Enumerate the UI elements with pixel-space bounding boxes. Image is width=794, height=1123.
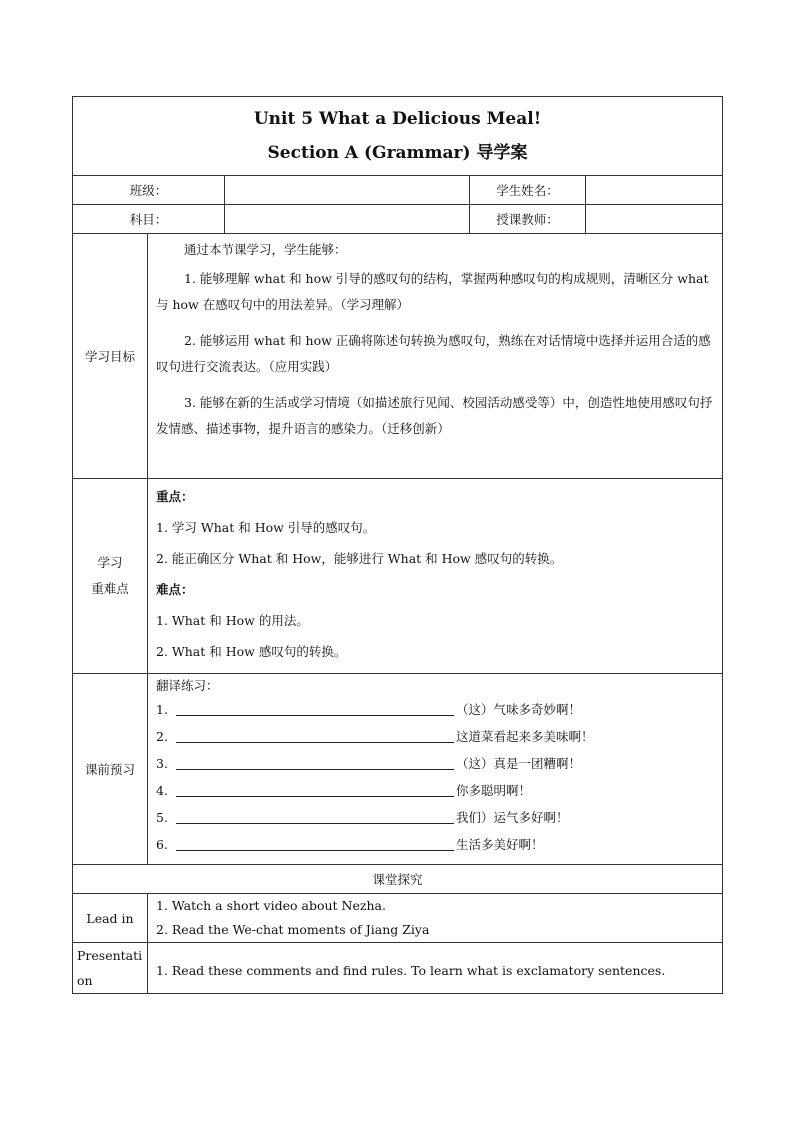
item-number: 5.	[156, 810, 168, 825]
objectives-label: 学习目标	[73, 234, 148, 479]
answer-blank[interactable]	[176, 755, 454, 770]
lesson-plan-table	[72, 96, 723, 994]
presentation-item: 1. Read these comments and find rules. To learn what is exclamatory sentences.	[156, 963, 666, 978]
key-points-label-line1: 学习	[97, 555, 123, 570]
subject-field[interactable]	[225, 205, 470, 234]
section-title: Section A (Grammar) 导学案	[267, 143, 528, 163]
key-points-label-line2: 重难点	[91, 581, 129, 596]
key-item: 1. 学习 What 和 How 引导的感叹句。	[156, 520, 376, 535]
subject-label: 科目：	[73, 205, 225, 234]
translation-item	[156, 804, 714, 831]
item-text: （这）气味多奇妙啊！	[455, 702, 581, 717]
answer-blank[interactable]	[176, 836, 454, 851]
unit-title: Unit 5 What a Delicious Meal!	[253, 109, 542, 129]
item-number: 2.	[156, 729, 168, 744]
item-number: 1.	[156, 702, 168, 717]
item-number: 4.	[156, 783, 168, 798]
key-title: 重点：	[156, 489, 194, 504]
class-field[interactable]	[225, 176, 470, 205]
translation-item	[156, 831, 714, 858]
answer-blank[interactable]	[176, 701, 454, 716]
preview-label: 课前预习	[73, 674, 148, 865]
lead-in-item: 1. Watch a short video about Nezha.	[156, 898, 386, 913]
student-name-label: 学生姓名：	[470, 176, 586, 205]
presentation-content	[148, 943, 723, 994]
teacher-label: 授课教师：	[470, 205, 586, 234]
presentation-label	[73, 943, 148, 994]
translation-item	[156, 723, 714, 750]
item-text: 你多聪明啊！	[455, 783, 531, 798]
lead-in-content	[148, 894, 723, 943]
presentation-label-line1: Presentati	[77, 948, 143, 963]
item-number: 6.	[156, 837, 168, 852]
item-text: 我们）运气多好啊！	[455, 810, 569, 825]
difficult-item: 2. What 和 How 感叹句的转换。	[156, 644, 347, 659]
title-cell	[73, 97, 723, 176]
answer-blank[interactable]	[176, 809, 454, 824]
key-item: 2. 能正确区分 What 和 How，能够进行 What 和 How 感叹句的转换。	[156, 551, 563, 566]
objective-item: 3. 能够在新的生活或学习情境（如描述旅行见闻、校园活动感受等）中，创造性地使用感叹句抒发情感、描述事物，提升语言的感染力。（迁移创新）	[156, 395, 713, 436]
lead-in-item: 2. Read the We-chat moments of Jiang Ziya	[156, 922, 430, 937]
answer-blank[interactable]	[176, 728, 454, 743]
objective-item: 2. 能够运用 what 和 how 正确将陈述句转换为感叹句，熟练在对话情境中选择并运用合适的感叹句进行交流表达。（应用实践）	[156, 333, 711, 374]
presentation-label-line2: on	[77, 973, 93, 988]
translation-item	[156, 750, 714, 777]
preview-content	[148, 674, 723, 865]
translation-item	[156, 696, 714, 723]
answer-blank[interactable]	[176, 782, 454, 797]
class-explore-heading: 课堂探究	[73, 865, 723, 894]
item-number: 3.	[156, 756, 168, 771]
teacher-field[interactable]	[586, 205, 723, 234]
item-text: 生活多美好啊！	[455, 837, 544, 852]
difficult-title: 难点：	[156, 582, 194, 597]
student-name-field[interactable]	[586, 176, 723, 205]
preview-title: 翻译练习：	[156, 678, 219, 693]
difficult-item: 1. What 和 How 的用法。	[156, 613, 309, 628]
objectives-intro: 通过本节课学习，学生能够：	[184, 242, 347, 257]
lead-in-label: Lead in	[73, 894, 148, 943]
key-points-label	[73, 479, 148, 674]
objectives-content	[148, 234, 723, 479]
item-text: （这）真是一团糟啊！	[455, 756, 581, 771]
objective-item: 1. 能够理解 what 和 how 引导的感叹句的结构，掌握两种感叹句的构成规则，清晰区分 what 与 how 在感叹句中的用法差异。（学习理解）	[156, 271, 709, 312]
translation-item	[156, 777, 714, 804]
key-points-content	[148, 479, 723, 674]
class-label: 班级：	[73, 176, 225, 205]
item-text: 这道菜看起来多美味啊！	[455, 729, 594, 744]
